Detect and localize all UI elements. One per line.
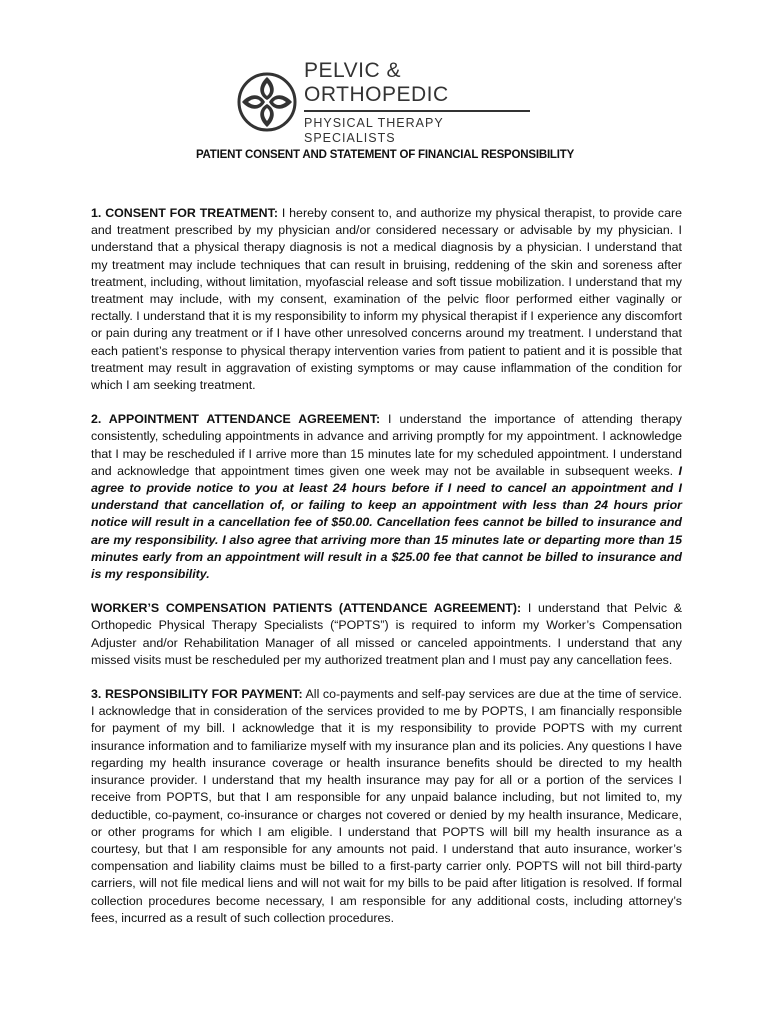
section-text: All co-payments and self-pay services are due at the time of service. I acknowledge that in consideration of the services provided to me by POPTS, I am financially responsible for payment of my bill. I acknowledge that it is my responsibility to provide POPTS with my current insurance information and to familiarize myself with my insurance plan and its policies. Any questions I have regarding my health insurance coverage or health insurance benefits should be directed to my health insurance provider. I understand that my health insurance may pay for all or a portion of the services I receive from POPTS, but that I am responsible for any unpaid balance including, but not limited to, my deductible, co-payment, co-insurance or charges not covered or denied by my health insurance, Medicare, or other programs for which I am eligible. I understand that POPTS will bill my health insurance as a courtesy, but that I am responsible for any amounts not paid. I understand that auto insurance, worker’s compensation and liability claims must be billed to a first-party carrier only. POPTS will not bill third-party carriers, will not file medical liens and will not wait for my bills to be paid after litigation is resolved. If formal collection procedures become necessary, I am responsible for any additional costs, including attorney’s fees, incurred as a result of such collection procedures. — [91, 687, 682, 925]
section-heading: 2. APPOINTMENT ATTENDANCE AGREEMENT: — [91, 412, 381, 427]
page-title: PATIENT CONSENT AND STATEMENT OF FINANCIAL RESPONSIBILITY — [195, 149, 575, 161]
section-workers-compensation — [91, 600, 682, 669]
section-heading: 1. CONSENT FOR TREATMENT: — [91, 206, 278, 220]
section-text: I understand that Pelvic & Orthopedic Physical Therapy Specialists (“POPTS”) is required to inform my Worker’s Compensation Adjuster and/or Rehabilitation Manager of all missed or canceled appointments. I understand that any missed visits must be rescheduled per my authorized treatment plan and I must pay any cancellation fees. — [91, 601, 682, 667]
section-text: I hereby consent to, and authorize my physical therapist, to provide care and treatment prescribed by my physician and/or considered necessary or advisable by my physician. I understand that a physical therapy diagnosis is not a medical diagnosis by a physician. I understand that my treatment may include techniques that can result in bruising, reddening of the skin and soreness after treatment, including, without limitation, myofascial release and soft tissue mobilization. I understand that my treatment may include, with my consent, examination of the pelvic floor performed either vaginally or rectally. I understand that it is my responsibility to inform my physical therapist if I experience any discomfort or pain during any treatment or if I have other unresolved concerns around my treatment. I understand that each patient’s response to physical therapy intervention varies from patient to patient and it is possible that treatment may result in aggravation of existing symptoms or may cause inflammation of the condition for which I am seeking treatment. — [91, 206, 682, 393]
section-appointment-attendance — [91, 411, 682, 583]
section-consent-for-treatment — [91, 205, 682, 394]
section-responsibility-for-payment — [91, 686, 682, 927]
section-heading: WORKER’S COMPENSATION PATIENTS (ATTENDANCE AGREEMENT): — [91, 601, 522, 616]
logo-name-line1: PELVIC & ORTHOPEDIC — [304, 58, 449, 106]
section-emphasis-text: I agree to provide notice to you at least 24 hours before if I need to cancel an appointment and I understand that cancellation of, or failing to keep an appointment with less than 24 hours prior notice will result in a cancellation fee of $50.00. Cancellation fees cannot be billed to insurance and are my responsibility. I also agree that arriving more than 15 minutes late or departing more than 15 minutes early from an appointment will result in a $25.00 fee that cannot be billed to insurance and is my responsibility. — [91, 463, 682, 582]
section-text: I understand the importance of attending therapy consistently, scheduling appointments in advance and arriving promptly for my appointment. I acknowledge that I may be rescheduled if I arrive more than 15 minutes late for my scheduled appointment. I understand and acknowledge that appointment times given one week may not be available in subsequent weeks. — [91, 412, 682, 478]
logo-divider — [304, 110, 530, 112]
logo-name-line2: PHYSICAL THERAPY SPECIALISTS — [304, 115, 444, 145]
logo-emblem-icon — [236, 71, 298, 133]
section-heading: 3. RESPONSIBILITY FOR PAYMENT: — [91, 687, 303, 702]
company-logo — [236, 58, 536, 145]
document-body — [91, 205, 682, 944]
